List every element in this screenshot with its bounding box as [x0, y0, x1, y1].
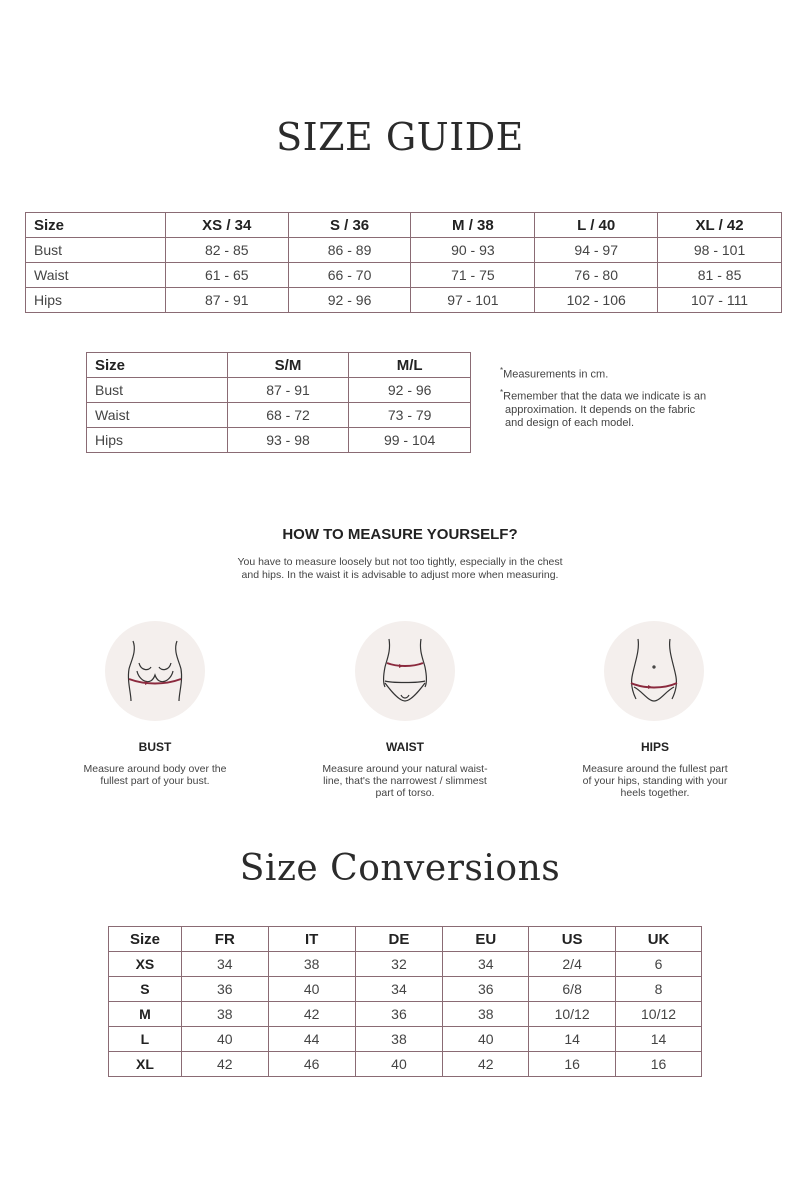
row-label: Bust — [26, 238, 166, 263]
header-cell: L / 40 — [535, 213, 658, 238]
header-cell: M / 38 — [411, 213, 535, 238]
size-cell: L — [109, 1027, 182, 1052]
header-cell: EU — [443, 927, 529, 952]
table-header-row — [109, 927, 702, 952]
asterisk-mark: * — [500, 366, 504, 375]
size-cell: M — [109, 1002, 182, 1027]
table-cell: 14 — [616, 1027, 702, 1052]
table-cell: 40 — [355, 1052, 443, 1077]
subtitle-line: You have to measure loosely but not too tightly, especially in the chest — [237, 556, 563, 568]
size-cell: XS — [109, 952, 182, 977]
table-cell: 76 - 80 — [535, 263, 658, 288]
how-to-measure-subtitle — [0, 556, 800, 582]
description-line: heels together. — [620, 787, 690, 799]
table-cell: 38 — [443, 1002, 529, 1027]
bust-label: BUST — [138, 740, 172, 754]
note-text: Remember that the data we indicate is an — [503, 390, 707, 403]
note-text: Measurements in cm. — [503, 368, 609, 381]
size-cell: XL — [109, 1052, 182, 1077]
header-cell: IT — [268, 927, 355, 952]
header-cell: UK — [616, 927, 702, 952]
header-cell: Size — [87, 353, 228, 378]
hips-label: HIPS — [640, 740, 669, 754]
table-cell: 94 - 97 — [535, 238, 658, 263]
waist-measure-icon — [355, 621, 455, 721]
size-conversion-table — [108, 926, 702, 1077]
table-header-row — [26, 213, 782, 238]
table-cell: 92 - 96 — [288, 288, 411, 313]
table-cell: 42 — [268, 1002, 355, 1027]
table-cell: 36 — [443, 977, 529, 1002]
description-line: Measure around the fullest part — [582, 763, 728, 775]
table-row — [109, 1002, 702, 1027]
table-cell: 14 — [529, 1027, 616, 1052]
table-row — [109, 952, 702, 977]
header-cell: M/L — [349, 353, 471, 378]
table-header-row — [87, 353, 471, 378]
table-row — [87, 378, 471, 403]
table-cell: 81 - 85 — [658, 263, 782, 288]
table-cell: 40 — [443, 1027, 529, 1052]
table-cell: 46 — [268, 1052, 355, 1077]
table-cell: 16 — [529, 1052, 616, 1077]
hips-measure-icon — [604, 621, 704, 721]
table-cell: 16 — [616, 1052, 702, 1077]
table-cell: 10/12 — [616, 1002, 702, 1027]
row-label: Waist — [87, 403, 228, 428]
row-label: Hips — [87, 428, 228, 453]
table-cell: 92 - 96 — [349, 378, 471, 403]
table-cell: 36 — [181, 977, 268, 1002]
header-cell: S / 36 — [288, 213, 411, 238]
table-cell: 34 — [181, 952, 268, 977]
table-cell: 10/12 — [529, 1002, 616, 1027]
table-row — [87, 428, 471, 453]
table-cell: 86 - 89 — [288, 238, 411, 263]
note-text: approximation. It depends on the fabric — [505, 403, 696, 416]
header-cell: XS / 34 — [165, 213, 288, 238]
table-cell: 40 — [181, 1027, 268, 1052]
table-cell: 34 — [443, 952, 529, 977]
table-cell: 90 - 93 — [411, 238, 535, 263]
size-guide-title: SIZE GUIDE — [276, 115, 524, 159]
table-row — [87, 403, 471, 428]
header-cell: Size — [26, 213, 166, 238]
size-table-main — [25, 212, 782, 313]
table-row — [26, 238, 782, 263]
table-cell: 42 — [181, 1052, 268, 1077]
table-cell: 87 - 91 — [227, 378, 349, 403]
header-cell: US — [529, 927, 616, 952]
table-cell: 82 - 85 — [165, 238, 288, 263]
header-cell: S/M — [227, 353, 349, 378]
table-cell: 40 — [268, 977, 355, 1002]
size-table-secondary — [86, 352, 471, 453]
table-cell: 6/8 — [529, 977, 616, 1002]
description-line: part of torso. — [375, 787, 435, 799]
table-cell: 61 - 65 — [165, 263, 288, 288]
description-line: fullest part of your bust. — [100, 775, 210, 787]
table-cell: 38 — [268, 952, 355, 977]
table-cell: 66 - 70 — [288, 263, 411, 288]
table-cell: 8 — [616, 977, 702, 1002]
table-cell: 6 — [616, 952, 702, 977]
table-row — [109, 977, 702, 1002]
table-cell: 42 — [443, 1052, 529, 1077]
bust-measure-icon — [105, 621, 205, 721]
table-cell: 38 — [355, 1027, 443, 1052]
table-cell: 102 - 106 — [535, 288, 658, 313]
description-line: line, that's the narrowest / slimmest — [323, 775, 487, 787]
description-line: of your hips, standing with your — [582, 775, 728, 787]
bust-description — [55, 763, 255, 787]
table-cell: 34 — [355, 977, 443, 1002]
waist-description — [305, 763, 505, 799]
table-cell: 99 - 104 — [349, 428, 471, 453]
asterisk-mark: * — [500, 388, 504, 397]
subtitle-line: and hips. In the waist it is advisable to adjust more when measuring. — [241, 569, 559, 581]
size-cell: S — [109, 977, 182, 1002]
table-cell: 44 — [268, 1027, 355, 1052]
table-row — [26, 288, 782, 313]
header-cell: Size — [109, 927, 182, 952]
table-cell: 97 - 101 — [411, 288, 535, 313]
table-cell: 98 - 101 — [658, 238, 782, 263]
hips-description — [555, 763, 755, 799]
table-cell: 71 - 75 — [411, 263, 535, 288]
note-text: and design of each model. — [505, 416, 635, 429]
row-label: Hips — [26, 288, 166, 313]
table-cell: 73 - 79 — [349, 403, 471, 428]
table-cell: 107 - 111 — [658, 288, 782, 313]
description-line: Measure around body over the — [83, 763, 227, 775]
header-cell: DE — [355, 927, 443, 952]
how-to-measure-title: HOW TO MEASURE YOURSELF? — [282, 526, 518, 543]
table-cell: 36 — [355, 1002, 443, 1027]
table-cell: 2/4 — [529, 952, 616, 977]
table-row — [26, 263, 782, 288]
note-measurements — [500, 364, 608, 382]
waist-label: WAIST — [386, 740, 424, 754]
table-row — [109, 1027, 702, 1052]
size-conversions-title: Size Conversions — [239, 848, 561, 889]
table-row — [109, 1052, 702, 1077]
row-label: Bust — [87, 378, 228, 403]
row-label: Waist — [26, 263, 166, 288]
description-line: Measure around your natural waist- — [322, 763, 488, 775]
table-cell: 38 — [181, 1002, 268, 1027]
header-cell: XL / 42 — [658, 213, 782, 238]
table-cell: 68 - 72 — [227, 403, 349, 428]
header-cell: FR — [181, 927, 268, 952]
note-approximation — [500, 386, 706, 430]
table-cell: 93 - 98 — [227, 428, 349, 453]
table-cell: 87 - 91 — [165, 288, 288, 313]
table-cell: 32 — [355, 952, 443, 977]
